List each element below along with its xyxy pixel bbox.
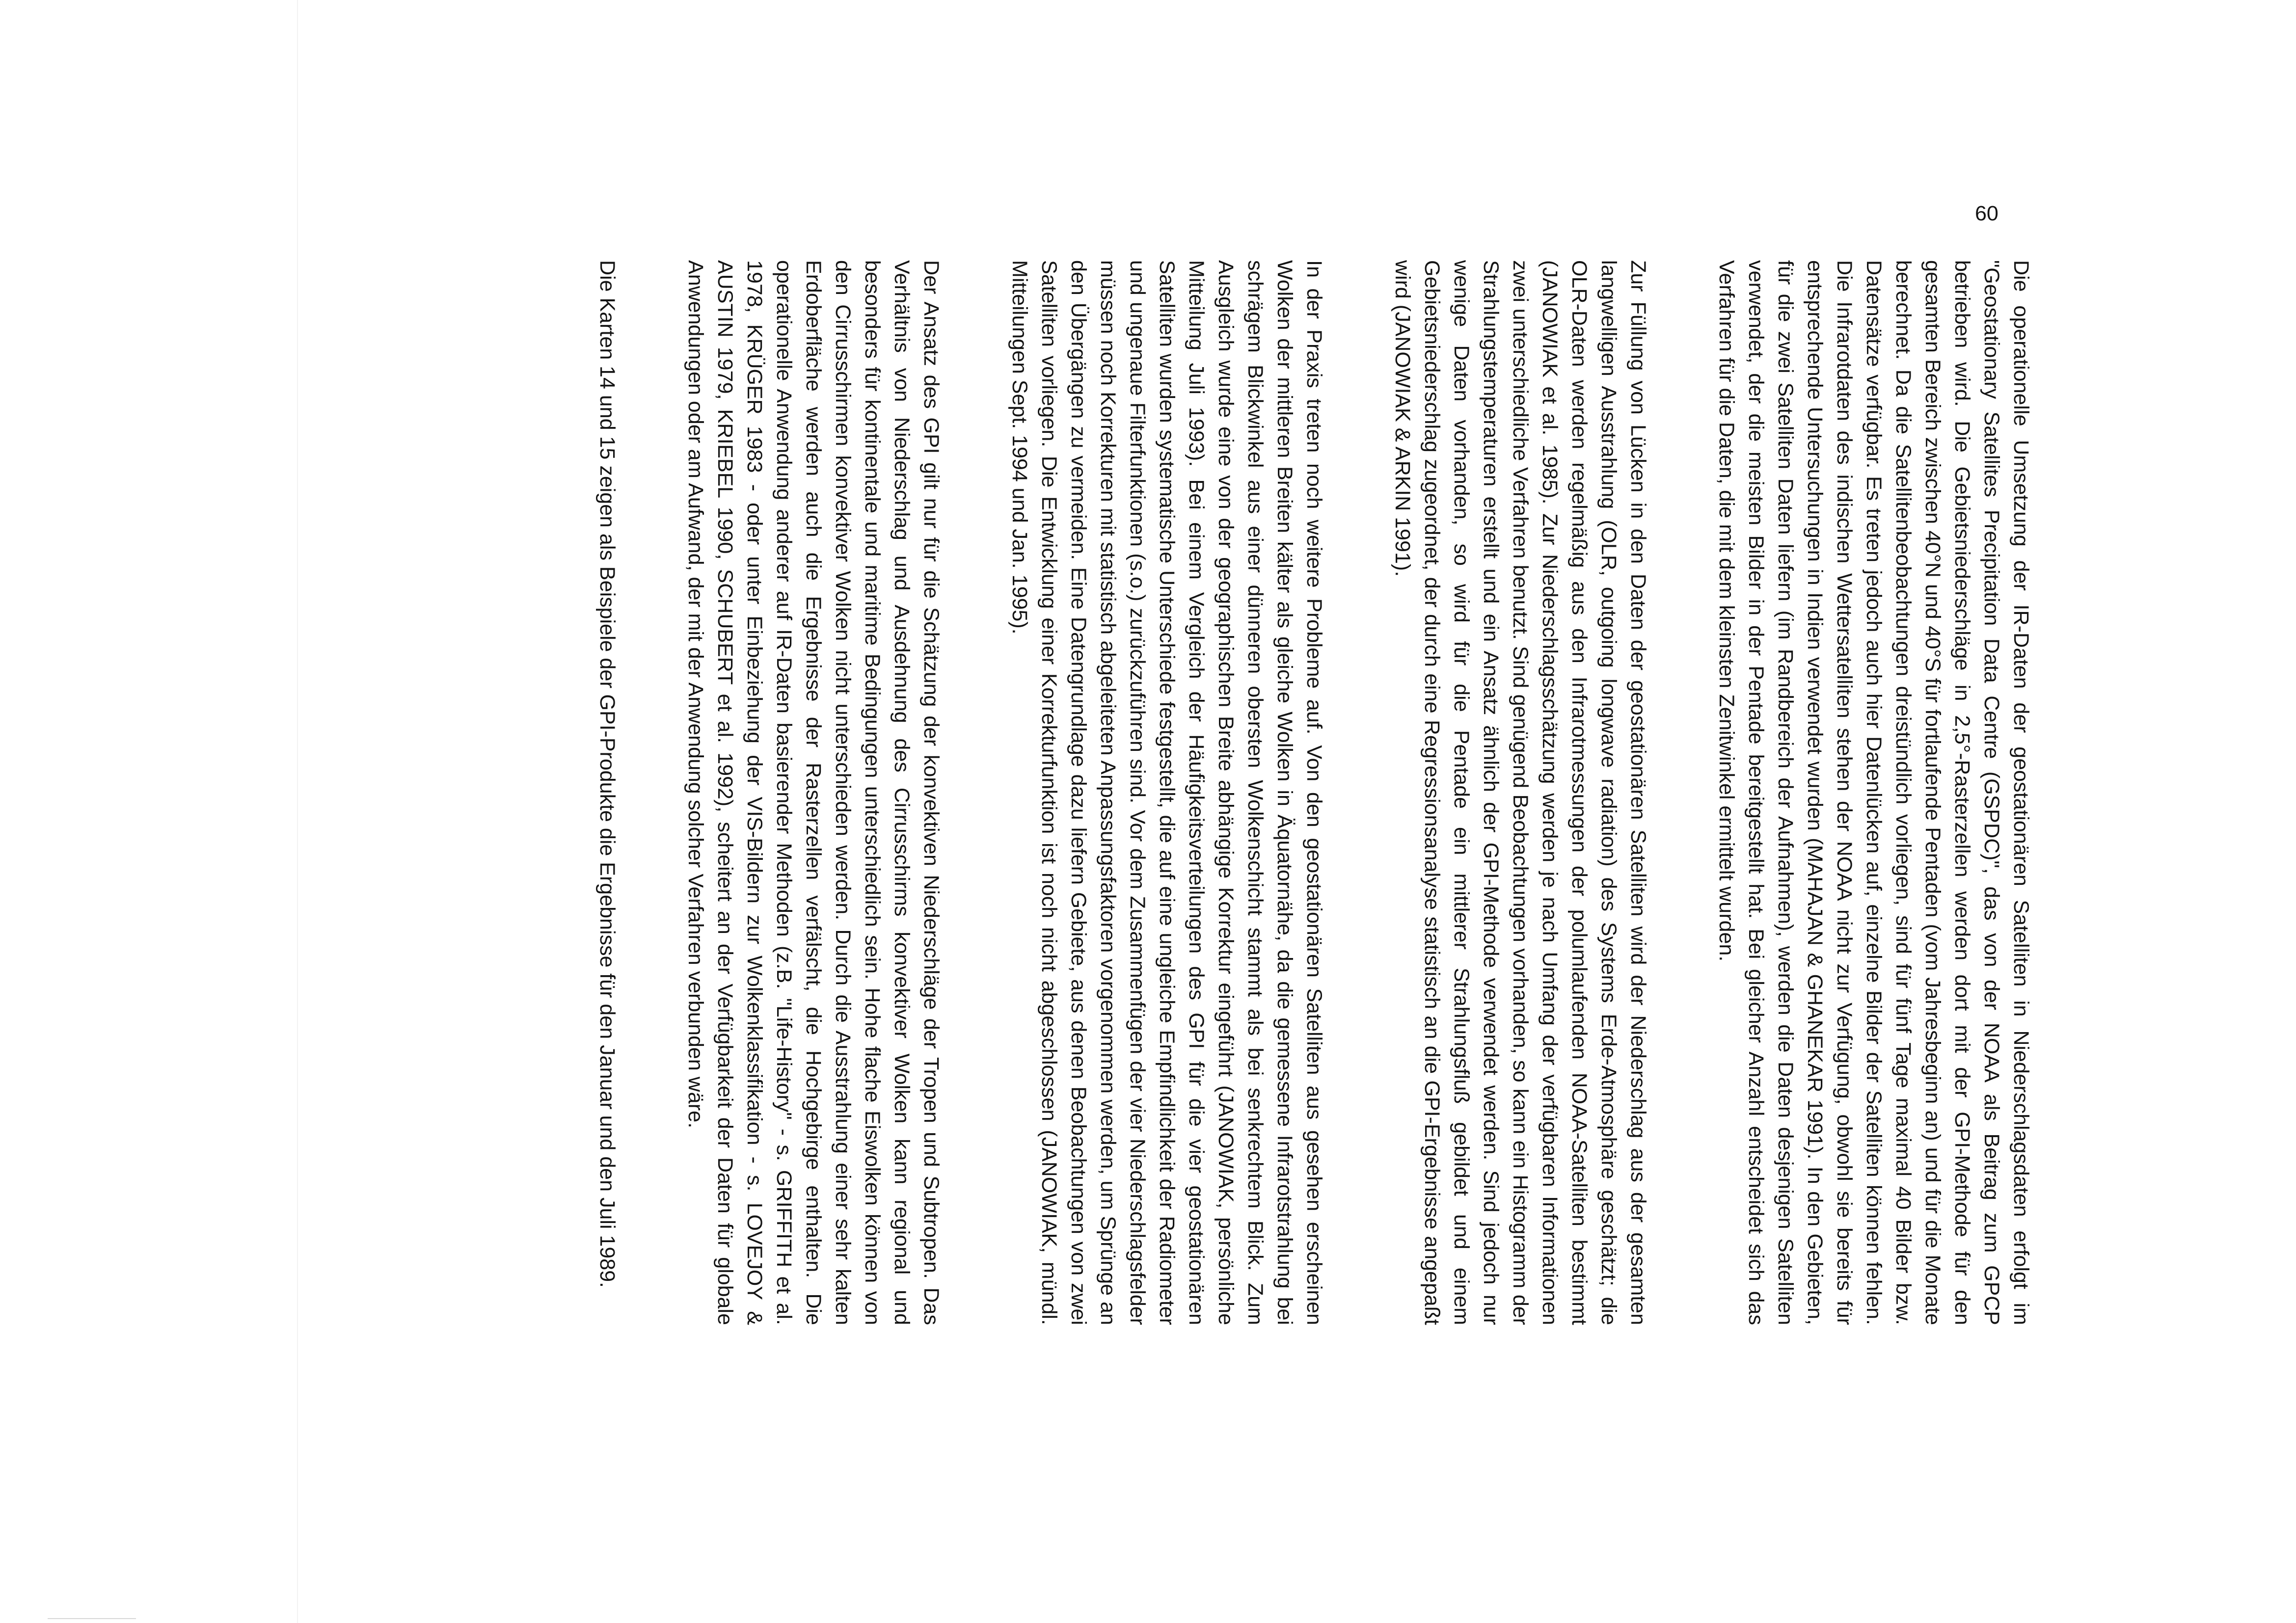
- paragraph-gspdc: Die operationelle Umsetzung der IR-Daten der geostationären Satelliten in Niederschlagsdaten erfolgt im "Geostationary Satellites Precipitation Data Centre (GSPDC)", das von der NOAA als Beitrag zum GPCP betrieben wird. Die Gebietsniederschläge in 2,5°-Rasterzellen werden dort mit der GPI-Methode für den gesamten Bereich zwischen 40°N und 40°S für fortlaufende Pentaden (vom Jahresbeginn an) und für die Monate berechnet. Da die Satellitenbeobachtungen dreistündlich vorliegen, sind für fünf Tage maximal 40 Bilder bzw. Datensätze verfügbar. Es treten jedoch auch hier Datenlücken auf, einzelne Bilder der Satelliten können fehlen. Die Infrarotdaten des indischen Wettersatelliten stehen der NOAA nicht zur Verfügung, obwohl sie bereits für entsprechende Untersuchungen in Indien verwendet wurden (MAHAJAN & GHANEKAR 1991). In den Gebieten, für die zwei Satelliten Daten liefern (im Randbereich der Aufnahmen), werden die Daten desjenigen Satelliten verwendet, der die meisten Bilder in der Pentade bereitgestellt hat. Bei gleicher Anzahl entscheidet sich das Verfahren für die Daten, die mit dem kleinsten Zenitwinkel ermittelt wurden.: [1715, 260, 2033, 1325]
- paragraph-karten: Die Karten 14 und 15 zeigen als Beispiele der GPI-Produkte die Ergebnisse für den Januar und den Juli 1989.: [595, 260, 619, 1288]
- paragraph-olr: Zur Füllung von Lücken in den Daten der geostationären Satelliten wird der Niederschlag aus der gesamten langwelligen Ausstrahlung (OLR, outgoing longwave radiation) des Systems Erde-Atmosphäre geschätzt; die OLR-Daten werden regelmäßig aus den Infrarotmessungen der polumlaufenden NOAA-Satelliten bestimmt (JANOWIAK et al. 1985). Zur Niederschlagsschätzung werden je nach Umfang der verfügbaren Informationen zwei unterschiedliche Verfahren benutzt. Sind genügend Beobachtungen vorhanden, so kann ein Histogramm der Strahlungstemperaturen erstellt und ein Ansatz ähnlich der GPI-Methode verwendet werden. Sind jedoch nur wenige Daten vorhanden, so wird für die Pentade ein mittlerer Strahlungsfluß gebildet und einem Gebietsniederschlag zugeordnet, der durch eine Regressionsanalyse statistisch an die GPI-Ergebnisse angepaßt wird (JANOWIAK & ARKIN 1991).: [1391, 260, 1650, 1325]
- page-number: 60: [1975, 202, 1999, 225]
- body-text: [593, 260, 2036, 1325]
- paragraph-gpi-ansatz: Der Ansatz des GPI gilt nur für die Schätzung der konvektiven Niederschläge der Tropen und Subtropen. Das Verhältnis von Niederschlag und Ausdehnung des Cirrusschirms konvektiver Wolken kann regional und besonders für kontinentale und maritime Bedingungen unterschiedlich sein. Hohe flache Eiswolken können von den Cirrusschirmen konvektiver Wolken nicht unterschieden werden. Durch die Ausstrahlung einer sehr kalten Erdoberfläche werden auch die Ergebnisse der Rasterzellen verfälscht, die Hochgebirge enthalten. Die operationelle Anwendung anderer auf IR-Daten basierender Methoden (z.B. "Life-History" - s. GRIFFITH et al. 1978, KRÜGER 1983 - oder unter Einbeziehung der VIS-Bildern zur Wolkenklassifikation - s. LOVEJOY & AUSTIN 1979, KRIEBEL 1990, SCHUBERT et al. 1992), scheitert an der Verfügbarkeit der Daten für globale Anwendungen oder am Aufwand, der mit der Anwendung solcher Verfahren verbunden wäre.: [684, 260, 943, 1325]
- scan-mark: [48, 1618, 136, 1619]
- paragraph-praxis: In der Praxis treten noch weitere Probleme auf. Von den geostationären Satelliten aus gesehen erscheinen Wolken der mittleren Breiten kälter als gleiche Wolken in Äquatornähe, da die gemessene Infrarotstrahlung bei schrägem Blickwinkel aus einer dünneren obersten Wolkenschicht stammt als bei senkrechtem Blick. Zum Ausgleich wurde eine von der geographischen Breite abhängige Korrektur eingeführt (JANOWIAK, persönliche Mitteilung Juli 1993). Bei einem Vergleich der Häufigkeitsverteilungen des GPI für die vier geostationären Satelliten wurden systematische Unterschiede festgestellt, die auf eine ungleiche Empfindlichkeit der Radiometer und ungenaue Filterfunktionen (s.o.) zurückzuführen sind. Vor dem Zusammenfügen der vier Niederschlagsfelder müssen noch Korrekturen mit statistisch abgeleiteten Anpassungsfaktoren vorgenommen werden, um Sprünge an den Übergängen zu vermeiden. Eine Datengrundlage dazu liefern Gebiete, aus denen Beobachtungen von zwei Satelliten vorliegen. Die Entwicklung einer Korrekturfunktion ist noch nicht abgeschlossen (JANOWIAK, mündl. Mitteilungen Sept. 1994 und Jan. 1995).: [1008, 260, 1326, 1325]
- scan-bleed-line: [297, 0, 298, 1623]
